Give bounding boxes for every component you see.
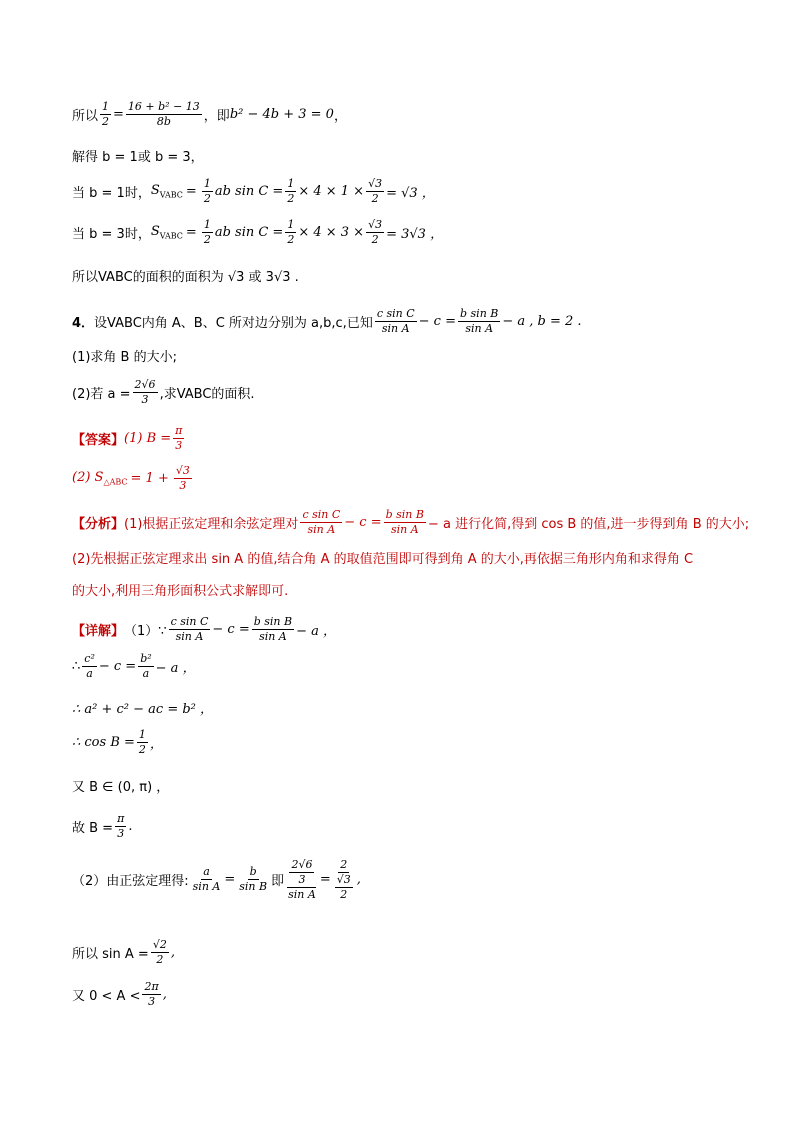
text: 故 B = — [72, 820, 114, 836]
fraction: $\frac{\text{c²}}{a}$ — [84, 652, 95, 680]
text: 当 b = 3时， — [72, 226, 151, 242]
equals: = — [319, 872, 331, 888]
detail-line5 — [72, 776, 169, 795]
text: 解得 b = 1或 b = 3， — [72, 150, 204, 165]
detail-line1 — [72, 615, 336, 644]
fraction: $\frac{\text{b sin B}}{\text{sin A}}$ — [385, 508, 424, 536]
expression: − a ， — [155, 660, 196, 676]
expression: − c = — [418, 313, 456, 329]
fraction: $\frac{1}{2}$ — [287, 218, 295, 246]
expression: × 4 × 3 × — [298, 224, 365, 240]
text: 又 0 < A < — [72, 988, 141, 1004]
fraction: $\frac{√2}{2}$ — [152, 938, 167, 966]
expression: − a ， — [296, 623, 337, 639]
answer-part1 — [72, 424, 186, 453]
area-symbol: $S_{VABC}$ — [150, 223, 183, 241]
fraction: $\frac{\text{c sin C}}{\text{sin A}}$ — [302, 508, 341, 536]
text: 的大小,利用三角形面积公式求解即可. — [72, 584, 289, 599]
fraction: $\frac{\text{c sin C}}{\text{sin A}}$ — [170, 615, 209, 643]
analysis-label: 【分析】 — [72, 516, 125, 532]
expression: , — [162, 986, 167, 1002]
text: − a 进行化简,得到 cos B 的值,进一步得到角 B 的大小; — [427, 516, 750, 532]
fraction: $\frac{√3}{2}$ — [368, 218, 383, 246]
detail-line4 — [72, 728, 163, 757]
fraction: $\frac{\text{b sin B}}{\text{sin A}}$ — [460, 307, 499, 335]
compound-fraction: $\frac{\frac{2√6}{3}}{\text{sin A}}$ — [288, 858, 316, 901]
equation: b² − 4b + 3 = 0 — [229, 106, 334, 122]
text: (2)先根据正弦定理求出 sin A 的值,结合角 A 的取值范围即可得到角 A 的大小,再依据三角形内角和求得角 C — [72, 552, 694, 567]
fraction: $\frac{√3}{3}$ — [175, 464, 190, 492]
expression: × 4 × 1 × — [298, 183, 365, 199]
expression: = 1 + — [130, 470, 169, 486]
fraction: $\frac{1}{2}$ — [287, 177, 295, 205]
text: (1)求角 B 的大小; — [72, 350, 177, 365]
fraction — [126, 100, 202, 129]
question-4-part1 — [72, 346, 177, 365]
line-case-b3 — [72, 218, 443, 247]
analysis-line3 — [72, 580, 288, 599]
text: 所以 — [72, 108, 99, 124]
expression: ab sin C = — [214, 224, 284, 240]
fraction: $\frac{\text{b sin B}}{\text{sin A}}$ — [253, 615, 293, 643]
fraction: $\frac{\pi}{3}$ — [117, 812, 125, 840]
fraction: $\frac{\text{c sin C}}{\text{sin A}}$ — [376, 307, 415, 335]
detail-line8 — [72, 938, 175, 967]
expression: − c = — [344, 514, 382, 530]
fraction: $\frac{\pi}{3}$ — [175, 424, 183, 452]
fraction: $\frac{\text{b²}}{a}$ — [140, 652, 152, 680]
line-solve-b — [72, 146, 204, 165]
line-result-equation: 所以 $\frac{1}{2}$ = $\frac{\text{16 + b² − 13}}{8b}$ ，即 b² − 4b + 3 = 0 ， — [72, 100, 347, 128]
text: ∴ — [72, 658, 81, 674]
numerator: 16 + b² − 13 — [127, 100, 200, 113]
text: 所以VABC的面积的面积为 √3 或 3√3 . — [72, 270, 299, 285]
expression: − a , b = 2 . — [502, 313, 582, 329]
question-number: 4． — [72, 315, 95, 331]
text: ， — [333, 108, 347, 124]
text: 所以 sin A = — [72, 946, 149, 962]
fraction: $\frac{2\pi}{3}$ — [144, 980, 159, 1008]
text: ，即 — [203, 108, 230, 124]
detail-line7 — [72, 858, 361, 901]
expression: ab sin C = — [214, 183, 284, 199]
text: ,求VABC的面积. — [159, 386, 255, 402]
question-4 — [72, 307, 582, 336]
text: 又 B ∈ (0, π) ， — [72, 780, 170, 795]
text: (1)根据正弦定理和余弦定理对 — [124, 516, 299, 532]
detail-label: 【详解】 — [72, 623, 125, 639]
expression: − c = — [212, 621, 250, 637]
fraction: $\frac{2√6}{3}$ — [134, 378, 156, 406]
expression: (1) B = — [124, 430, 172, 446]
text: （2）由正弦定理得: — [72, 874, 189, 890]
expression: , — [170, 944, 175, 960]
denominator: 8b — [156, 114, 171, 128]
analysis-line1 — [72, 508, 749, 537]
line-area-conclusion — [72, 266, 299, 285]
equals: = — [185, 224, 197, 240]
line-case-b1 — [72, 177, 435, 206]
answer-part2 — [72, 464, 194, 493]
text: 设VABC内角 A、B、C 所对边分别为 a,b,c,已知 — [94, 315, 373, 331]
fraction: $\frac{1}{2}$ — [203, 177, 211, 205]
expression: − c = — [98, 658, 137, 674]
detail-line3 — [72, 698, 213, 717]
detail-line2 — [72, 652, 196, 681]
expression: , — [356, 872, 361, 888]
fraction: $\frac{1}{2}$ — [203, 218, 211, 246]
detail-line6 — [72, 812, 132, 841]
fraction: $\frac{1}{2}$ — [138, 728, 146, 756]
expression: . — [128, 818, 133, 834]
fraction — [100, 100, 111, 129]
result: = 3√3 ， — [386, 226, 444, 242]
expression: ∴ cos B = — [72, 734, 135, 750]
denominator: 2 — [102, 114, 110, 128]
detail-line9 — [72, 980, 167, 1009]
analysis-line2 — [72, 548, 693, 567]
equation: ∴ a² + c² − ac = b² ， — [72, 702, 214, 717]
text: 即 — [271, 874, 285, 890]
question-4-part2 — [72, 378, 255, 407]
equals: = — [224, 872, 236, 888]
text: （1）∵ — [124, 623, 167, 639]
result: = √3 ， — [386, 185, 435, 201]
fraction: $\frac{a}{\text{sin A}}$ — [192, 865, 221, 894]
expression: ， — [149, 736, 163, 752]
answer-label: 【答案】 — [72, 432, 125, 448]
equals: = — [185, 183, 197, 199]
text: (2)若 a = — [72, 386, 131, 402]
fraction: $\frac{b}{\text{sin B}}$ — [239, 865, 268, 894]
compound-fraction: $\frac{2}{\frac{√3}{2}}$ — [336, 858, 351, 901]
numerator: 1 — [102, 100, 110, 113]
text: 当 b = 1时， — [72, 185, 151, 201]
area-symbol: $S_{VABC}$ — [150, 182, 183, 200]
area-symbol: (2) $S_{\triangle ABC}$ — [72, 469, 128, 487]
fraction: $\frac{√3}{2}$ — [368, 177, 383, 205]
